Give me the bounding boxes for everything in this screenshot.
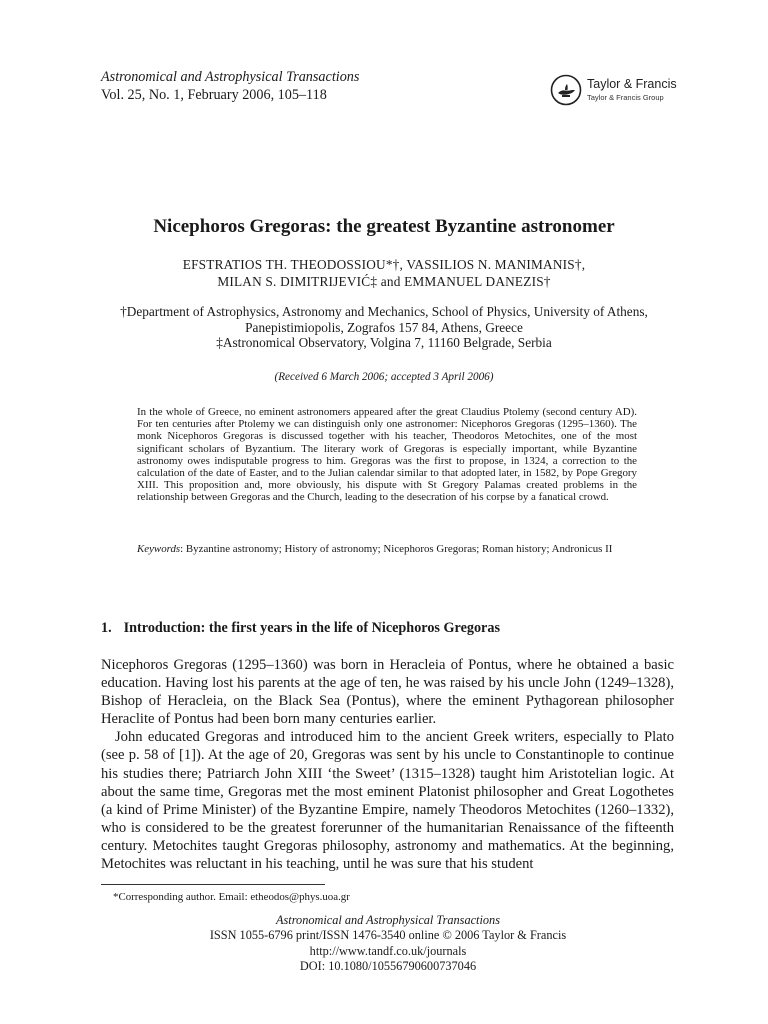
publisher-name: Taylor & Francis: [587, 77, 677, 91]
keywords: [137, 543, 637, 555]
footnote: *Corresponding author. Email: etheodos@phys.uoa.gr: [113, 891, 350, 903]
lamp-logo-icon: [550, 74, 582, 106]
footer-url: http://www.tandf.co.uk/journals: [309, 943, 467, 958]
received-dates: (Received 6 March 2006; accepted 3 April 2006): [274, 371, 494, 383]
affiliation-line-2: Panepistimiopolis, Zografos 157 84, Athens, Greece: [245, 319, 523, 335]
affiliation-line-1: †Department of Astrophysics, Astronomy and Mechanics, School of Physics, University of Athens,: [120, 304, 648, 319]
publisher-group: Taylor & Francis Group: [587, 93, 664, 102]
section-number: 1.: [101, 620, 112, 636]
paragraph-1: Nicephoros Gregoras (1295–1360) was born in Heracleia of Pontus, where he obtained a basic education. Having lost his parents at the age of ten, he was raised by his uncle John (1249–1328), Bishop of Heracleia, on the Black Sea (Pontus), where the eminent Pythagorean philosopher Heraclite of Pontus had been born many centuries earlier.: [101, 657, 674, 728]
authors-line-1: EFSTRATIOS TH. THEODOSSIOU*†, VASSILIOS N. MANIMANIS†,: [182, 257, 586, 272]
journal-title: Astronomical and Astrophysical Transactions: [101, 69, 360, 85]
publisher-logo: [550, 74, 680, 108]
keywords-list: : Byzantine astronomy; History of astronomy; Nicephoros Gregoras; Roman history; Andronicus II: [180, 543, 613, 555]
footnote-rule: [101, 884, 325, 885]
authors-line-2: MILAN S. DIMITRIJEVIĆ‡ and EMMANUEL DANEZIS†: [217, 274, 551, 289]
article-title: Nicephoros Gregoras: the greatest Byzantine astronomer: [153, 216, 615, 237]
section-title: Introduction: the first years in the life of Nicephoros Gregoras: [123, 620, 500, 636]
affiliations: [0, 304, 768, 351]
journal-header: [101, 68, 359, 104]
body-text: [101, 656, 674, 873]
affiliation-line-3: ‡Astronomical Observatory, Volgina 7, 11160 Belgrade, Serbia: [216, 335, 552, 350]
footer-issn: ISSN 1055-6796 print/ISSN 1476-3540 online © 2006 Taylor & Francis: [209, 928, 567, 943]
keywords-label: Keywords: [137, 543, 181, 555]
footer-doi: DOI: 10.1080/10556790600737046: [299, 959, 477, 974]
volume-line: Vol. 25, No. 1, February 2006, 105–118: [101, 87, 327, 103]
section-heading: [101, 620, 500, 637]
page-footer: [0, 913, 768, 975]
paragraph-2: John educated Gregoras and introduced him to the ancient Greek writers, especially to Plato (see p. 58 of [1]). At the age of 20, Gregoras was sent by his uncle to Constantinople to continue his studies there; Patriarch John XIII ‘the Sweet’ (1315–1328) taught him Aristotelian logic. At about the same time, Gregoras met the most eminent Platonist philosopher and Great Logothetes (a kind of Prime Minister) of the Byzantine Empire, namely Theodoros Metochites (1260–1332), who is considered to be the greatest forerunner of the humanitarian Renaissance of the fifteenth century. Metochites taught Gregoras philosophy, astronomy and mathematics. At the beginning, Metochites was reluctant in his teaching, until he was sure that his student: [101, 729, 674, 873]
abstract: In the whole of Greece, no eminent astronomers appeared after the great Claudius Ptolemy (second century AD). For ten centuries after Ptolemy we can distinguish only one astronomer: Nicephoros Gregoras (1295–1360). The monk Nicephoros Gregoras is discussed together with his teacher, Theodoros Metochites, one of the most significant scholars of Byzantium. The literary work of Gregoras is especially important, while Byzantine astronomy owes indisputable progress to him. Gregoras was the first to propose, in 1324, a correction to the calculation of the date of Easter, and to the Julian calendar similar to that adopted later, in 1582, by Pope Gregory XIII. This proposition and, more obviously, his dispute with St Gregory Palamas created problems in the relationship between Gregoras and the Church, leading to the desecration of his corpse by a fanatical crowd.: [137, 406, 637, 504]
footer-journal: Astronomical and Astrophysical Transactions: [276, 913, 500, 927]
authors: [0, 256, 768, 290]
